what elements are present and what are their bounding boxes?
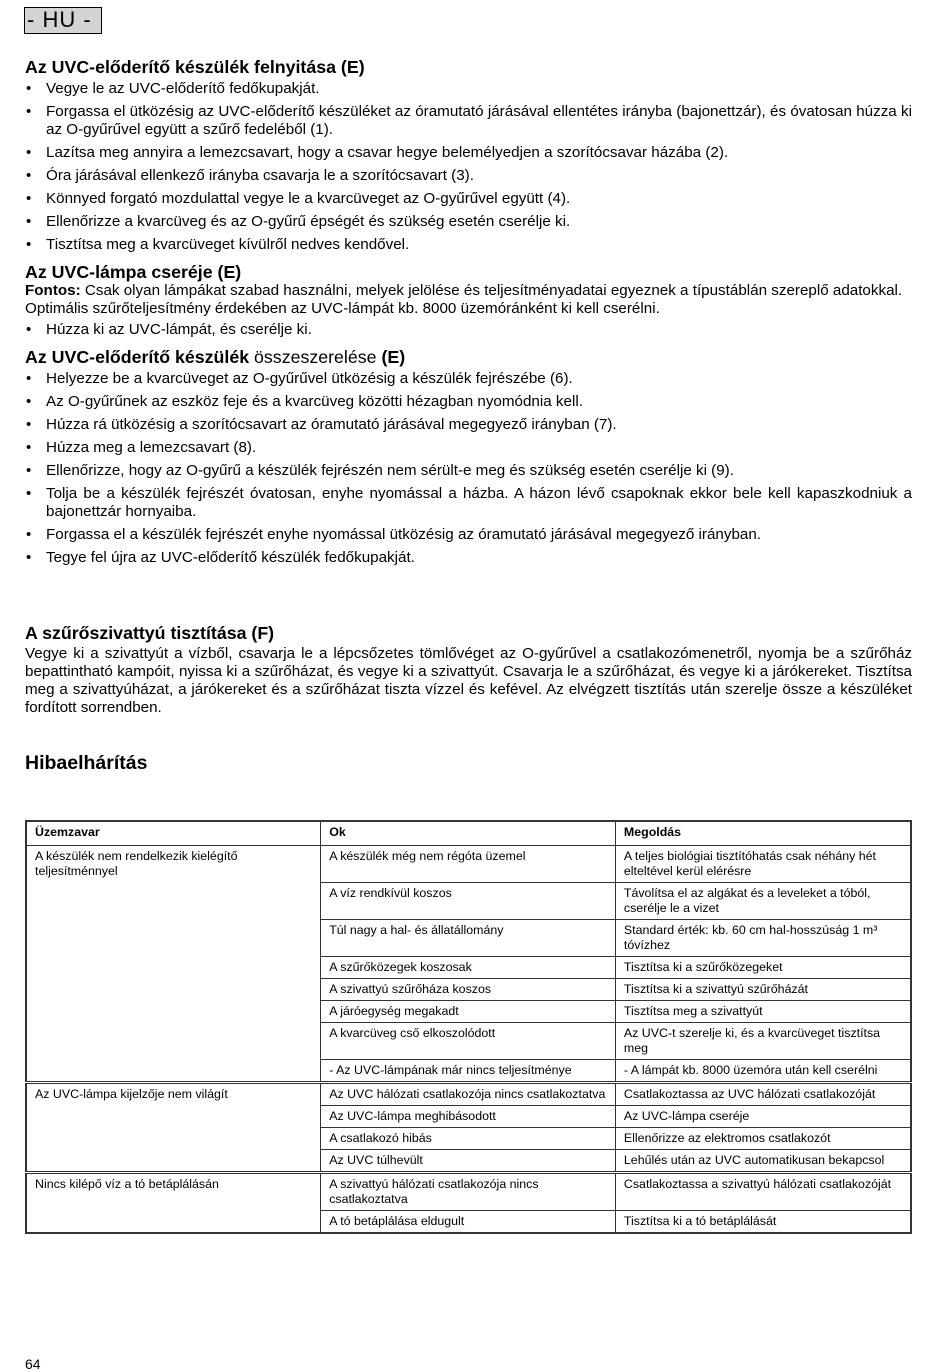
cause-cell: A tó betáplálása eldugult <box>321 1211 616 1234</box>
cause-cell: A szűrőközegek koszosak <box>321 957 616 979</box>
solution-cell: A teljes biológiai tisztítóhatás csak néhány hét elteltével kerül elérésre <box>615 846 911 883</box>
solution-cell: Csatlakoztassa a szivattyú hálózati csatlakozóját <box>615 1173 911 1211</box>
cause-cell: Az UVC-lámpa meghibásodott <box>321 1106 616 1128</box>
assembly-title-bold: Az UVC-előderítő készülék <box>25 347 250 367</box>
language-tag: - HU - <box>24 7 102 34</box>
list-item: • Vegye le az UVC-előderítő fedőkupakját. <box>25 80 912 98</box>
cause-cell: A kvarcüveg cső elkoszolódott <box>321 1023 616 1060</box>
troubleshooting-title: Hibaelhárítás <box>25 752 148 774</box>
section-title-pump-cleaning: A szűrőszivattyú tisztítása (F) <box>25 623 275 643</box>
problem-cell: A készülék nem rendelkezik kielégítő teljesítménnyel <box>26 846 321 1083</box>
cause-cell: - Az UVC-lámpának már nincs teljesítménye <box>321 1060 616 1083</box>
important-text: Csak olyan lámpákat szabad használni, melyek jelölése és teljesítményadatai egyeznek a típustáblán szereplő adatokkal. <box>80 282 903 299</box>
section-title-uvc-lamp: Az UVC-lámpa cseréje (E) <box>25 262 242 282</box>
list-item: • Óra járásával ellenkező irányba csavarja le a szorítócsavart (3). <box>25 167 912 185</box>
table-row <box>26 1173 911 1211</box>
list-item: • Húzza meg a lemezcsavart (8). <box>25 439 912 457</box>
assembly-title-normal: összeszerelése <box>249 347 382 367</box>
cause-cell: A járóegység megakadt <box>321 1001 616 1023</box>
list-item: • Húzza rá ütközésig a szorítócsavart az óramutató járásával megegyező irányban (7). <box>25 416 912 434</box>
cause-cell: Az UVC hálózati csatlakozója nincs csatlakoztatva <box>321 1083 616 1106</box>
cause-cell: A készülék még nem régóta üzemel <box>321 846 616 883</box>
important-note <box>25 282 912 300</box>
troubleshooting-table <box>25 820 912 1234</box>
list-item: • Húzza ki az UVC-lámpát, és cserélje ki. <box>25 321 912 339</box>
bullet-list-uvc-assembly <box>25 370 912 567</box>
list-item: • Tisztítsa meg a kvarcüveget kívülről nedves kendővel. <box>25 236 912 254</box>
list-item: • Lazítsa meg annyira a lemezcsavart, hogy a csavar hegye belemélyedjen a szorítócsavar házába (2). <box>25 144 912 162</box>
pump-cleaning-text: Vegye ki a szivattyút a vízből, csavarja le a lépcsőzetes tömlővéget az O-gyűrűvel a csatlakozómenetről, nyomja be a szűrőház bepattintható kampóit, nyissa ki a szűrőházat, és vegye ki a szivattyút. Csavarja le a szűrőházat, és vegye ki a járókereket. Tisztítsa meg a szivattyúházat, a járókereket és a szűrőházat tiszta vízzel és kefével. Az elvégzett tisztítás után szerelje össze a készüléket fordított sorrendben. <box>25 645 912 716</box>
list-item: • Forgassa el ütközésig az UVC-előderítő készüléket az óramutató járásával ellentétes irányba (bajonettzár), és óvatosan húzza ki az O-gyűrűvel együtt a szűrő fedeléből (1). <box>25 103 912 139</box>
solution-cell: Lehűlés után az UVC automatikusan bekapcsol <box>615 1150 911 1173</box>
assembly-title-suffix: (E) <box>381 347 406 367</box>
solution-cell: Az UVC-lámpa cseréje <box>615 1106 911 1128</box>
cause-cell: A szivattyú szűrőháza koszos <box>321 979 616 1001</box>
important-label: Fontos: <box>25 282 81 299</box>
solution-cell: Csatlakoztassa az UVC hálózati csatlakozóját <box>615 1083 911 1106</box>
list-item: • Tolja be a készülék fejrészét óvatosan, enyhe nyomással a házba. A házon lévő csapoknak ekkor bele kell kapaszkodniuk a bajonettzár hornyaiba. <box>25 485 912 521</box>
bullet-list-uvc-open <box>25 80 912 254</box>
bullet-list-uvc-lamp <box>25 321 912 339</box>
list-item: • Ellenőrizze, hogy az O-gyűrű a készülék fejrészén nem sérült-e meg és szükség esetén cserélje ki (9). <box>25 462 912 480</box>
table-row <box>26 1083 911 1106</box>
list-item: • Könnyed forgató mozdulattal vegye le a kvarcüveget az O-gyűrűvel együtt (4). <box>25 190 912 208</box>
list-item: • Helyezze be a kvarcüveget az O-gyűrűvel ütközésig a készülék fejrészébe (6). <box>25 370 912 388</box>
cause-cell: Az UVC túlhevült <box>321 1150 616 1173</box>
list-item: • Az O-gyűrűnek az eszköz feje és a kvarcüveg közötti hézagban nyomódnia kell. <box>25 393 912 411</box>
header-solution: Megoldás <box>615 821 911 846</box>
problem-cell: Nincs kilépő víz a tó betáplálásán <box>26 1173 321 1234</box>
cause-cell: A csatlakozó hibás <box>321 1128 616 1150</box>
list-item: • Forgassa el a készülék fejrészét enyhe nyomással ütközésig az óramutató járásával megegyező irányban. <box>25 526 912 544</box>
section-title-uvc-open: Az UVC-előderítő készülék felnyitása (E) <box>25 57 365 77</box>
problem-cell: Az UVC-lámpa kijelzője nem világít <box>26 1083 321 1173</box>
solution-cell: Tisztítsa ki a szűrőközegeket <box>615 957 911 979</box>
cause-cell: A szivattyú hálózati csatlakozója nincs csatlakoztatva <box>321 1173 616 1211</box>
table-header-row <box>26 821 911 846</box>
solution-cell: Ellenőrizze az elektromos csatlakozót <box>615 1128 911 1150</box>
solution-cell: Az UVC-t szerelje ki, és a kvarcüveget tisztítsa meg <box>615 1023 911 1060</box>
solution-cell: Tisztítsa ki a tó betáplálását <box>615 1211 911 1234</box>
lamp-interval-note: Optimális szűrőteljesítmény érdekében az UVC-lámpát kb. 8000 üzemóránként ki kell cserélni. <box>25 300 660 317</box>
list-item: • Tegye fel újra az UVC-előderítő készülék fedőkupakját. <box>25 549 912 567</box>
header-problem: Üzemzavar <box>26 821 321 846</box>
cause-cell: Túl nagy a hal- és állatállomány <box>321 920 616 957</box>
section-title-uvc-assembly <box>25 348 912 367</box>
cause-cell: A víz rendkívül koszos <box>321 883 616 920</box>
solution-cell: Távolítsa el az algákat és a leveleket a tóból, cserélje le a vizet <box>615 883 911 920</box>
solution-cell: Standard érték: kb. 60 cm hal-hosszúság 1 m³ tóvízhez <box>615 920 911 957</box>
table-row <box>26 846 911 883</box>
header-cause: Ok <box>321 821 616 846</box>
page-number: 64 <box>25 1356 41 1372</box>
solution-cell: Tisztítsa meg a szivattyút <box>615 1001 911 1023</box>
main-content <box>25 58 912 775</box>
list-item: • Ellenőrizze a kvarcüveg és az O-gyűrű épségét és szükség esetén cserélje ki. <box>25 213 912 231</box>
solution-cell: - A lámpát kb. 8000 üzemóra után kell cserélni <box>615 1060 911 1083</box>
solution-cell: Tisztítsa ki a szivattyú szűrőházát <box>615 979 911 1001</box>
